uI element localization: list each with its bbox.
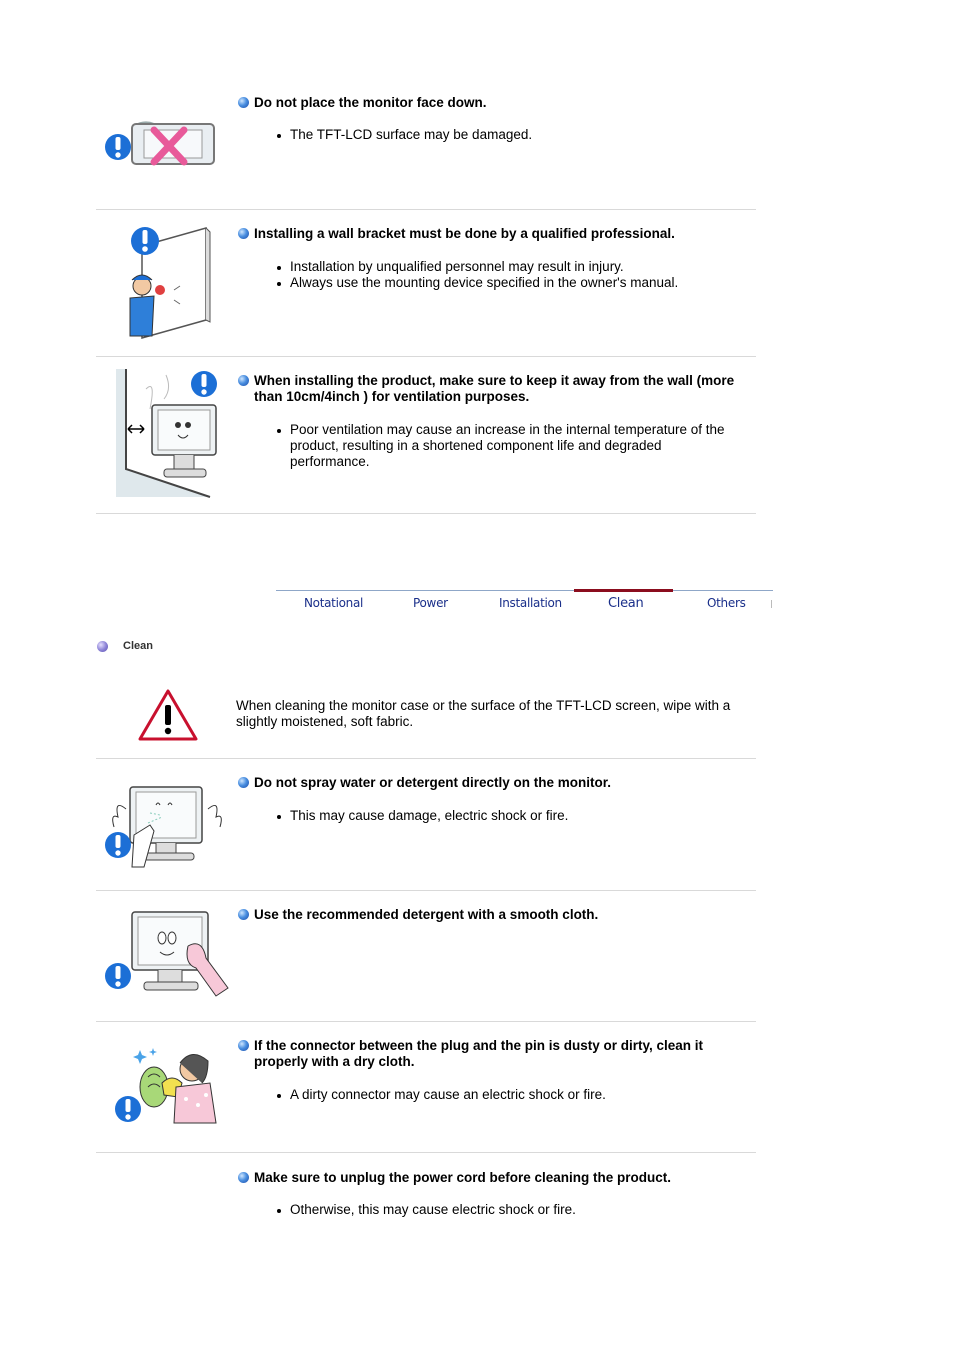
divider (96, 356, 756, 357)
monitor-near-wall-icon (116, 369, 220, 499)
list-item: This may cause damage, electric shock or fire. (272, 808, 740, 824)
blue-bullet-icon (238, 97, 249, 108)
no-spray-monitor-icon (104, 783, 230, 869)
list-item: Poor ventilation may cause an increase in the internal temperature of the product, resulting in a shortened component life and degraded performance. (272, 422, 740, 470)
purple-bullet-icon (97, 641, 108, 652)
wall-bracket-illustration (124, 224, 214, 340)
blue-bullet-icon (238, 375, 249, 386)
divider (96, 1152, 756, 1153)
blue-bullet-icon (238, 228, 249, 239)
list-item: A dirty connector may cause an electric shock or fire. (272, 1087, 740, 1103)
blue-bullet-icon (238, 777, 249, 788)
bullet-list (272, 259, 740, 291)
list-item: The TFT-LCD surface may be damaged. (272, 127, 740, 143)
bullet-list (272, 422, 740, 470)
tab-bar-line (276, 590, 773, 591)
blue-bullet-icon (238, 1040, 249, 1051)
section-heading: Use the recommended detergent with a smooth cloth. (238, 907, 744, 923)
monitor-face-down-icon (104, 118, 222, 172)
bullet-list (272, 808, 740, 824)
plug-cleaning-icon (112, 1047, 220, 1125)
wall-bracket-installer-icon (124, 224, 214, 340)
divider (96, 758, 756, 759)
monitor-face-down-illustration (104, 118, 222, 172)
wall-ventilation-illustration (116, 369, 220, 499)
divider (96, 209, 756, 210)
cloth-wipe-monitor-icon (104, 908, 232, 998)
caution-triangle-illustration (137, 688, 199, 742)
tab-separator (771, 600, 772, 608)
section-heading: When installing the product, make sure to keep it away from the wall (more than 10cm/4inch ) for ventilation purposes. (238, 373, 744, 405)
clean-intro-text: When cleaning the monitor case or the surface of the TFT-LCD screen, wipe with a slightly moistened, soft fabric. (236, 698, 731, 729)
bullet-list (272, 1087, 740, 1103)
divider (96, 513, 756, 514)
active-tab-indicator (574, 589, 673, 592)
tab-installation[interactable]: Installation (499, 596, 562, 610)
list-item: Always use the mounting device specified in the owner's manual. (272, 275, 740, 291)
tab-notational[interactable]: Notational (304, 596, 364, 610)
no-spray-illustration (104, 783, 230, 869)
blue-bullet-icon (238, 909, 249, 920)
section-heading: Make sure to unplug the power cord before cleaning the product. (238, 1170, 744, 1186)
divider (96, 1021, 756, 1022)
list-item: Installation by unqualified personnel may result in injury. (272, 259, 740, 275)
blue-bullet-icon (238, 1172, 249, 1183)
divider (96, 890, 756, 891)
caution-triangle-icon (137, 688, 199, 742)
category-tab-bar (276, 590, 773, 614)
list-item: Otherwise, this may cause electric shock or fire. (272, 1202, 740, 1218)
section-heading: Installing a wall bracket must be done by a qualified professional. (238, 226, 744, 242)
detergent-cloth-illustration (104, 908, 232, 998)
tab-power[interactable]: Power (413, 596, 448, 610)
section-heading: Do not spray water or detergent directly on the monitor. (238, 775, 744, 791)
tab-others[interactable]: Others (707, 596, 746, 610)
tab-clean[interactable]: Clean (608, 596, 644, 611)
clean-connector-illustration (112, 1047, 220, 1125)
bullet-list (272, 127, 740, 143)
section-heading: If the connector between the plug and the pin is dusty or dirty, clean it properly with a dry cloth. (238, 1038, 744, 1070)
bullet-list (272, 1202, 740, 1218)
section-heading: Do not place the monitor face down. (238, 95, 744, 111)
